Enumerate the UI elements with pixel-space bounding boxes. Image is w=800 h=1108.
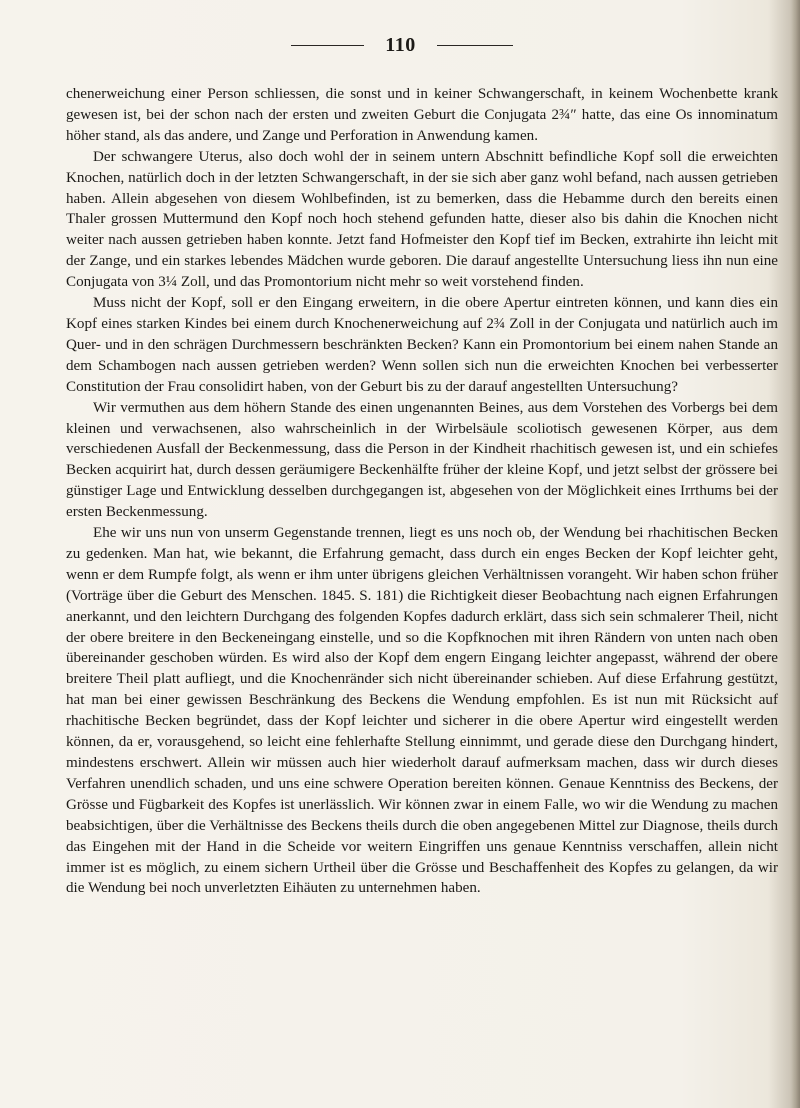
- page-number: 110: [385, 34, 416, 56]
- paragraph-1: chenerweichung einer Person schliessen, die sonst und in keiner Schwangerschaft, in keinem Wochenbette krank gewesen ist, bei der schon nach der ersten und zweiten Geburt die Conjugata 2¾″ hatte, das eine Os innominatum höher stand, als das andere, und Zange und Perforation in Anwendung kamen.: [66, 86, 778, 144]
- header-rule-left: [291, 45, 364, 46]
- paragraph-2: Der schwangere Uterus, also doch wohl der in seinem untern Abschnitt befindliche Kopf soll die erweichten Knochen, natürlich doch in der letzten Schwangerschaft, in der sie sich aber ganz wohl befand, nach aussen getrieben haben. Allein abgesehen von diesem Wohlbefinden, ist zu bemerken, dass die Hebamme durch den bereits einen Thaler grossen Muttermund den Kopf noch hoch stehend gefunden hatte, dieser also bis dahin die Knochen nicht weiter nach aussen getrieben haben konnte. Jetzt fand Hofmeister den Kopf tief im Becken, extrahirte ihn leicht mit der Zange, und ein starkes lebendes Mädchen wurde geboren. Die darauf angestellte Untersuchung liess ihn nun eine Conjugata von 3¼ Zoll, und das Promontorium nicht mehr so weit vorstehend finden.: [66, 148, 778, 291]
- paragraph-3: Muss nicht der Kopf, soll er den Eingang erweitern, in die obere Apertur eintreten können, und kann dies ein Kopf eines starken Kindes bei einem durch Knochenerweichung auf 2¾ Zoll in der Conjugata und natürlich auch im Quer- und in den schrägen Durchmessern beschränkten Becken? Kann ein Promontorium bei einem nahen Stande an dem Schambogen nach aussen getrieben werden? Wenn sollen sich nun die erweichten Knochen bei verbesserter Constitution der Frau consolidirt haben, von der Geburt bis zu der darauf angestellten Untersuchung?: [66, 295, 778, 395]
- page-edge-shadow: [790, 0, 800, 1108]
- page-header: [0, 33, 800, 57]
- body-text: [66, 84, 778, 899]
- header-rule-right: [437, 45, 513, 46]
- paragraph-5: Ehe wir uns nun von unserm Gegenstande trennen, liegt es uns noch ob, der Wendung bei rhachitischen Becken zu gedenken. Man hat, wie bekannt, die Erfahrung gemacht, dass durch ein enges Becken der Kopf leichter geht, wenn er dem Rumpfe folgt, als wenn er ihm unter übrigens gleichen Verhältnissen vorangeht. Wir haben schon früher (Vorträge über die Geburt des Menschen. 1845. S. 181) die Richtigkeit dieser Beobachtung nach eignen Erfahrungen anerkannt, und den leichtern Durchgang des folgenden Kopfes dadurch erklärt, dass sich sein schmalerer Theil, nicht der obere breitere in den Beckeneingang einstelle, und so die Kopfknochen mit ihren Rändern von unten nach oben übereinander geschoben würden. Es wird also der Kopf dem engern Eingang leichter angepasst, während der obere breitere Theil platt aufliegt, und die Knochenränder sich nicht übereinander schieben. Auf diese Erfahrung gestützt, hat man bei einer gewissen Beschränkung des Beckens die Wendung empfohlen. Es ist nun mit Rücksicht auf rhachitische Becken begründet, dass der Kopf leichter und sicherer in die obere Apertur wird eingestellt werden können, da er, vorausgehend, so leicht eine fehlerhafte Stellung einnimmt, und gerade diese den Durchgang hindert, mindestens erschwert. Allein wir müssen auch hier wiederholt darauf aufmerksam machen, dass wir durch dieses Verfahren unendlich schaden, und uns eine schwere Operation bereiten können. Genaue Kenntniss des Beckens, der Grösse und Fügbarkeit des Kopfes ist unerlässlich. Wir können zwar in einem Falle, wo wir die Wendung zu machen beabsichtigen, über die Verhältnisse des Beckens theils durch die oben angegebenen Mittel zur Diagnose, theils durch das Eingehen mit der Hand in die Scheide vor weitern Eingriffen uns genaue Kenntniss verschaffen, allein nicht immer ist es möglich, zu einem sichern Urtheil über die Grösse und Beschaffenheit des Kopfes zu gelangen, da wir die Wendung bei noch unverletzten Eihäuten zu unternehmen haben.: [66, 525, 778, 897]
- paragraph-4: Wir vermuthen aus dem höhern Stande des einen ungenannten Beines, aus dem Vorstehen des Vorbergs bei dem kleinen und verwachsenen, also wahrscheinlich in der Wirbelsäule scoliotisch gewesenen Körper, aus dem verschiedenen Ausfall der Beckenmessung, dass die Person in der Kindheit rhachitisch gewesen ist, und ein schiefes Becken acquirirt hat, durch dessen geräumigere Beckenhälfte früher der kleine Kopf, und jetzt selbst der grössere bei günstiger Lage und Entwicklung desselben durchgegangen ist, abgesehen von der Möglichkeit eines Irrthums bei der ersten Beckenmessung.: [66, 399, 778, 521]
